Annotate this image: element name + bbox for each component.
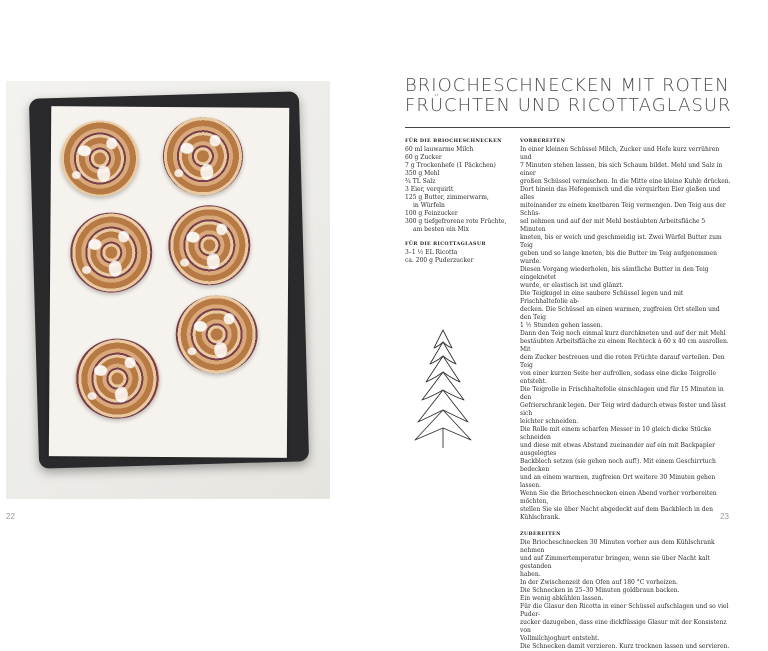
cinnamon-roll: [70, 212, 153, 293]
method-line: Die Teigrolle in Frischhaltefolie einschlagen und für 15 Minuten in den: [520, 386, 724, 401]
page-number-left: 22: [6, 512, 15, 521]
method-line: Dann den Teig noch einmal kurz durchkneten und auf der mit Mehl: [520, 330, 726, 337]
ingredient-item: 3–1 ½ EL Ricotta: [405, 249, 458, 256]
ingredient-item: 350 g Mehl: [405, 170, 440, 177]
ingredient-item: ¾ TL Salz: [405, 178, 436, 185]
method-line: kneten, bis er weich und geschmeidig ist. Zwei Würfel Butter zum Teig: [520, 234, 722, 249]
method-line: Vollmilchjoghurt entsteht.: [520, 635, 600, 642]
ingredient-list: [405, 249, 513, 265]
title-divider: [405, 127, 730, 128]
method-heading: VORBEREITEN: [520, 138, 566, 144]
method-line: decken. Die Schüssel an einen warmen, zugfreien Ort stellen und den Teig: [520, 306, 720, 321]
method-line: von einer kurzen Seite her aufrollen, sodass eine dicke Teigrolle entsteht.: [520, 370, 717, 385]
method-line: Dort hinein das Hefegemisch und die verquirlten Eier gießen und alles: [520, 186, 721, 201]
ingredient-item: 300 g tiefgefrorene rote Früchte,: [405, 218, 507, 225]
ingredient-item: 60 g Zucker: [405, 154, 442, 161]
ingredient-item: in Würfeln: [413, 202, 445, 209]
method-line: geben und so lange kneten, bis die Butter im Teig aufgenommen wurde.: [520, 250, 717, 265]
method-line: leichter schneiden.: [520, 418, 579, 425]
method-line: 7 Minuten stehen lassen, bis sich Schaum bildet. Mehl und Salz in einer: [520, 162, 723, 177]
method-column: [520, 138, 732, 651]
baking-tray: [29, 91, 309, 468]
method-line: Gefrierschrank legen. Der Teig wird dadurch etwas fester und lässt sich: [520, 402, 726, 417]
pine-tree-icon: [412, 328, 474, 450]
ingredient-list: [405, 146, 513, 234]
method-line: bestäubten Arbeitsfläche zu einem Rechteck à 60 x 40 cm ausrollen. Mit: [520, 338, 729, 353]
baking-paper: [49, 106, 289, 458]
method-line: großen Schüssel vermischen. In die Mitte eine kleine Kuhle drücken.: [520, 178, 731, 185]
cinnamon-roll: [75, 338, 160, 419]
method-line: Die Briocheschnecken 30 Minuten vorher aus dem Kühlschrank nehmen: [520, 539, 715, 554]
method-line: Backblech setzen (sie gehen noch auf!). Mit einem Geschirrtuch bedecken: [520, 458, 716, 473]
method-line: Die Teigkugel in eine saubere Schüssel legen und mit Frischhaltefolie ab-: [520, 290, 684, 305]
method-line: und an einem warmen, zugfreien Ort weitere 30 Minuten gehen lassen.: [520, 474, 716, 489]
method-line: Diesen Vorgang wiederholen, bis sämtliche Butter in den Teig eingeknetet: [520, 266, 709, 281]
method-line: sel nehmen und auf der mit Mehl bestäubten Arbeitsfläche 5 Minuten: [520, 218, 706, 233]
ingredient-item: 60 ml lauwarme Milch: [405, 146, 474, 153]
ingredients-heading: FÜR DIE RICOTTAGLASUR: [405, 241, 486, 247]
ingredient-item: 100 g Feinzucker: [405, 210, 458, 217]
method-line: Wenn Sie die Briocheschnecken einen Abend vorher vorbereiten möchten,: [520, 490, 717, 505]
method-section: [520, 138, 732, 522]
method-heading: ZUBEREITEN: [520, 531, 561, 537]
ingredients-column: [405, 138, 513, 265]
method-line: und auf Zimmertemperatur bringen, wenn sie über Nacht kalt gestanden: [520, 555, 710, 570]
method-line: 1 ½ Stunden gehen lassen.: [520, 322, 603, 329]
cinnamon-roll: [168, 205, 251, 286]
method-section: [520, 531, 732, 651]
method-line: miteinander zu einem knetbaren Teig vermengen. Den Teig aus der Schüs-: [520, 202, 726, 217]
method-line: In einer kleinen Schüssel Milch, Zucker und Hefe kurz verrühren und: [520, 146, 720, 161]
page-number-right: 23: [720, 512, 729, 521]
recipe-title: BRIOCHESCHNECKEN MIT ROTEN FRÜCHTEN UND RICOTTAGLASUR: [405, 75, 732, 116]
method-line: In der Zwischenzeit den Ofen auf 180 °C vorheizen.: [520, 579, 678, 586]
ingredients-heading: FÜR DIE BRIOCHESCHNECKEN: [405, 138, 502, 144]
ingredient-item: ca. 200 g Puderzucker: [405, 257, 474, 264]
method-line: stellen Sie sie über Nacht abgedeckt auf dem Backblech in den Kühlschrank.: [520, 506, 713, 521]
recipe-photo: [6, 81, 330, 499]
ingredient-item: 3 Eier, verquirlt: [405, 186, 454, 193]
method-line: haben.: [520, 571, 541, 578]
cinnamon-roll: [175, 295, 258, 374]
method-line: Ein wenig abkühlen lassen.: [520, 595, 604, 602]
ingredient-item: am besten ein Mix: [413, 226, 470, 233]
method-line: wurde, er elastisch ist und glänzt.: [520, 282, 624, 289]
method-line: und diese mit etwas Abstand zueinander auf ein mit Backpapier ausgelegtes: [520, 442, 716, 457]
method-line: Für die Glasur den Ricotta in einer Schüssel aufschlagen und so viel Puder-: [520, 603, 729, 618]
ingredient-item: 7 g Trockenhefe (1 Päckchen): [405, 162, 496, 169]
method-line: Die Schnecken damit verzieren. Kurz trocknen lassen und servieren.: [520, 643, 730, 650]
method-line: dem Zucker bestreuen und die roten Früchte darauf verteilen. Den Teig: [520, 354, 725, 369]
cinnamon-roll: [61, 120, 140, 197]
cinnamon-roll: [163, 117, 244, 196]
method-line: Die Schnecken in 25–30 Minuten goldbraun backen.: [520, 587, 680, 594]
ingredient-item: 125 g Butter, zimmerwarm,: [405, 194, 489, 201]
method-line: Die Rolle mit einem scharfen Messer in 10 gleich dicke Stücke schneiden: [520, 426, 712, 441]
method-line: zucker dazugeben, dass eine dickflüssige Glasur mit der Konsistenz von: [520, 619, 727, 634]
